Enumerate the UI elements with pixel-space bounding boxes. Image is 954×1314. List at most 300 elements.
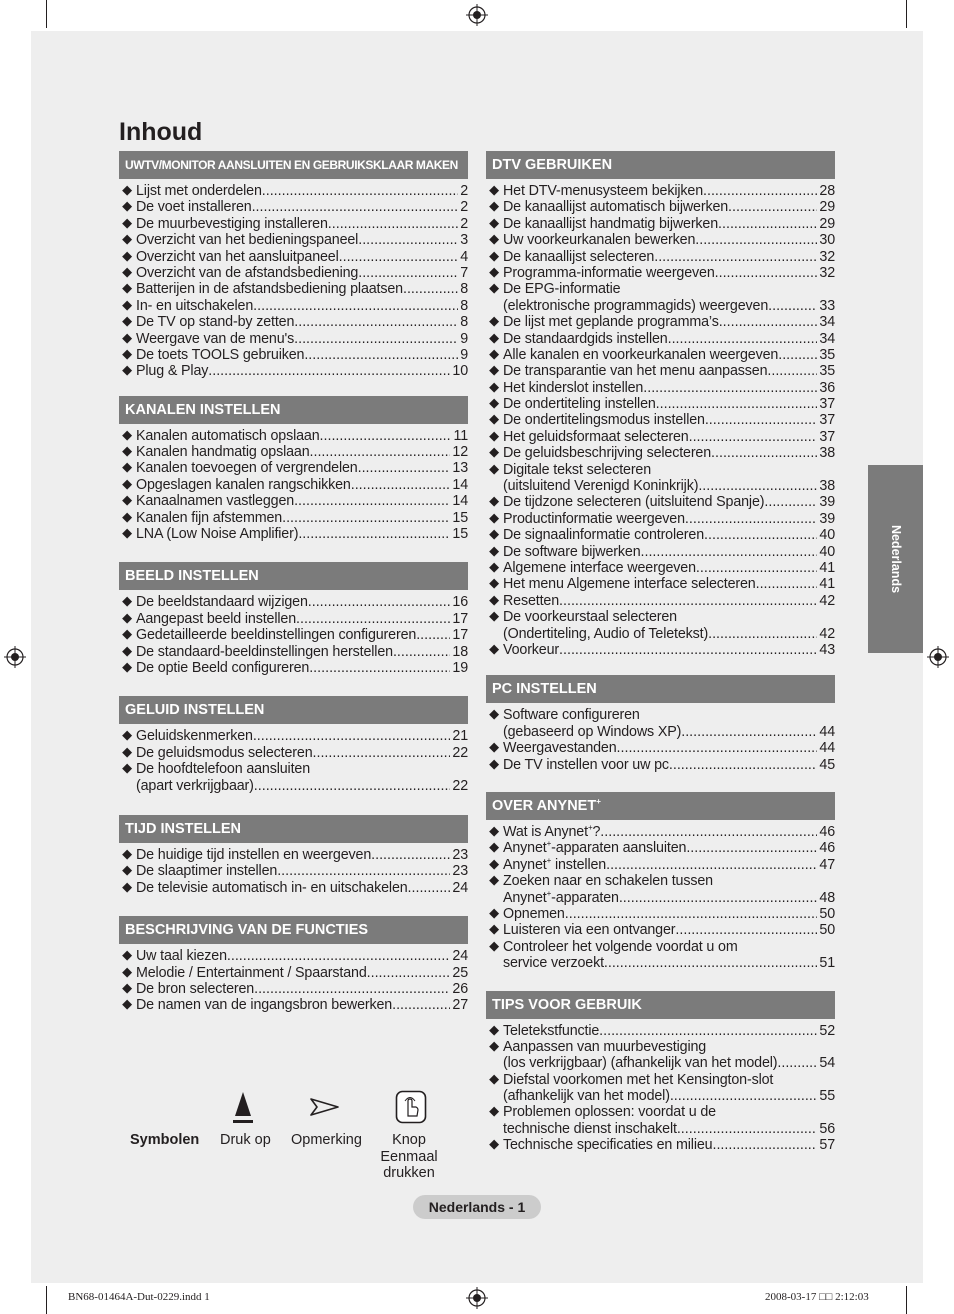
press-label: Druk op [220, 1132, 271, 1148]
dot-leader [277, 863, 450, 879]
bullet-icon: ◆ [489, 363, 499, 379]
toc-entry-title: Digitale tekst selecteren [503, 461, 652, 478]
dot-leader [294, 314, 458, 330]
toc-entry-line [136, 428, 468, 444]
toc-page-number: 50 [819, 922, 835, 939]
toc-entry [486, 232, 835, 248]
toc-entry [119, 728, 468, 744]
toc-entry [119, 611, 468, 627]
toc-entry [119, 183, 468, 199]
dot-leader [675, 922, 817, 938]
section-header-label: BESCHRIJVING VAN DE FUNCTIES [125, 922, 369, 939]
superscript: + [587, 823, 593, 833]
toc-entry [486, 216, 835, 232]
toc-entry-line [136, 981, 468, 997]
toc-list [119, 948, 468, 1014]
bullet-icon: ◆ [122, 643, 132, 659]
dot-leader [711, 445, 817, 461]
toc-entry [119, 428, 468, 444]
bullet-icon: ◆ [489, 379, 499, 395]
toc-entry-title: De ondertiteling instellen [503, 396, 656, 413]
toc-entry [486, 576, 835, 592]
bullet-icon: ◆ [489, 840, 499, 856]
toc-entry-line [503, 560, 835, 576]
toc-section [119, 562, 468, 676]
toc-entry [486, 462, 835, 495]
toc-entry-title: (elektronische programmagids) weergeven [503, 297, 769, 314]
toc-entry-title: Resetten [503, 592, 560, 609]
toc-entry [119, 880, 468, 896]
registration-mark-icon [466, 4, 488, 26]
toc-page-number: 45 [819, 756, 835, 773]
toc-entry [486, 1039, 835, 1072]
toc-page-number: 40 [819, 527, 835, 544]
bullet-icon: ◆ [122, 526, 132, 542]
toc-page-number: 7 [460, 264, 468, 281]
bullet-icon: ◆ [122, 863, 132, 879]
toc-page-number: 14 [452, 476, 468, 493]
toc-entry-line [136, 728, 468, 744]
toc-entry-title: Diefstal voorkomen met het Kensington-slot [503, 1071, 774, 1088]
toc-page-number: 37 [819, 428, 835, 445]
toc-entry [486, 183, 835, 199]
toc-entry [119, 331, 468, 347]
toc-entry [119, 863, 468, 879]
one-touch-label-line: Knop [392, 1132, 426, 1148]
toc-page-number: 24 [452, 948, 468, 965]
dot-leader [617, 740, 818, 756]
bullet-icon: ◆ [489, 1071, 499, 1087]
toc-entry-title: Uw voorkeurkanalen bewerken [503, 232, 696, 249]
toc-entry-line [503, 906, 835, 922]
dot-leader [756, 576, 818, 592]
bullet-icon: ◆ [489, 1038, 499, 1054]
toc-page-number: 3 [460, 232, 468, 249]
dot-leader [643, 380, 817, 396]
dot-leader [654, 249, 817, 265]
dot-leader [282, 510, 450, 526]
toc-entry-title: De kanaallijst automatisch bijwerken [503, 199, 729, 216]
bullet-icon: ◆ [489, 199, 499, 215]
toc-entry [119, 314, 468, 330]
dot-leader [298, 526, 450, 542]
dot-leader [328, 216, 458, 232]
toc-entry-line [503, 1072, 835, 1088]
superscript: + [546, 839, 552, 849]
toc-entry [119, 510, 468, 526]
dot-leader [351, 477, 451, 493]
toc-page-number: 41 [819, 576, 835, 593]
toc-entry-title: De TV op stand-by zetten [136, 314, 295, 331]
dot-leader [403, 281, 458, 297]
toc-page-number: 29 [819, 199, 835, 216]
toc-entry [486, 429, 835, 445]
section-header-label: TIPS VOOR GEBRUIK [492, 996, 642, 1013]
toc-entry-line [503, 527, 835, 543]
toc-entry [119, 249, 468, 265]
section-header-label: TIJD INSTELLEN [125, 820, 242, 837]
bullet-icon: ◆ [489, 740, 499, 756]
toc-entry-title: Batterijen in de afstandsbediening plaatsen [136, 281, 403, 298]
dot-leader [718, 216, 817, 232]
toc-page-number: 32 [819, 248, 835, 265]
section-header-label: GELUID INSTELLEN [125, 702, 265, 719]
toc-entry-title: Opnemen [503, 905, 565, 922]
toc-page-number: 10 [452, 363, 468, 380]
bullet-icon: ◆ [489, 346, 499, 362]
toc-entry-title: Kanalen toevoegen of vergrendelen [136, 460, 358, 477]
toc-section [119, 396, 468, 543]
toc-entry-line [503, 740, 835, 756]
toc-entry-title: De namen van de ingangsbron bewerken [136, 997, 393, 1014]
toc-entry-title: De toets TOOLS gebruiken [136, 346, 305, 363]
toc-page-number: 8 [460, 281, 468, 298]
dot-leader [599, 1023, 817, 1039]
toc-list [119, 428, 468, 543]
bullet-icon: ◆ [489, 609, 499, 625]
toc-page-number: 47 [819, 856, 835, 873]
toc-page-number: 18 [452, 643, 468, 660]
toc-entry [119, 363, 468, 379]
toc-entry-title: Aangepast beeld instellen [136, 610, 296, 627]
toc-entry-title: Anynet+-apparaten aansluiten [503, 839, 687, 857]
toc-entry-title: Gedetailleerde beeldinstellingen configureren [136, 627, 417, 644]
one-touch-button-icon [395, 1090, 427, 1124]
toc-entry-title: De EPG-informatie [503, 281, 621, 298]
bullet-icon: ◆ [489, 707, 499, 723]
toc-entry-line [503, 1104, 835, 1120]
dot-leader [339, 249, 459, 265]
one-touch-label-line: drukken [383, 1165, 435, 1181]
toc-entry-title: (Ondertiteling, Audio of Teletekst) [503, 625, 709, 642]
toc-entry-title: De kanaallijst selecteren [503, 248, 655, 265]
crop-mark [46, 1286, 47, 1314]
section-header [486, 792, 835, 820]
toc-page-number: 27 [452, 997, 468, 1014]
dot-leader [262, 183, 458, 199]
toc-section [486, 675, 835, 773]
toc-page-number: 26 [452, 980, 468, 997]
toc-entry-title: De tijdzone selecteren (uitsluitend Spanje) [503, 494, 765, 511]
toc-entry-title: (los verkrijgbaar) (afhankelijk van het model) [503, 1055, 778, 1072]
toc-entry-title: Uw taal kiezen [136, 948, 227, 965]
toc-entry-title: Het geluidsformaat selecteren [503, 428, 689, 445]
toc-page-number: 35 [819, 363, 835, 380]
section-header-label: DTV GEBRUIKEN [492, 157, 613, 173]
dot-leader [703, 183, 817, 199]
dot-leader [705, 412, 818, 428]
toc-entry-line [503, 955, 835, 971]
toc-entry-line [136, 847, 468, 863]
dot-leader [696, 560, 817, 576]
dot-leader [253, 298, 458, 314]
bullet-icon: ◆ [489, 428, 499, 444]
bullet-icon: ◆ [489, 527, 499, 543]
bullet-icon: ◆ [122, 627, 132, 643]
toc-page-number: 8 [460, 297, 468, 314]
toc-page-number: 30 [819, 232, 835, 249]
bullet-icon: ◆ [122, 493, 132, 509]
toc-entry-line [503, 576, 835, 592]
toc-entry [119, 594, 468, 610]
bullet-icon: ◆ [489, 248, 499, 264]
toc-section [119, 916, 468, 1014]
bullet-icon: ◆ [489, 856, 499, 872]
toc-entry-line [136, 183, 468, 199]
toc-entry-line [503, 840, 835, 856]
bullet-icon: ◆ [489, 641, 499, 657]
dot-leader [408, 880, 451, 896]
toc-entry-title: Kanaalnamen vastleggen [136, 493, 295, 510]
bullet-icon: ◆ [489, 873, 499, 889]
toc-entry-line [136, 216, 468, 232]
toc-entry-title: De standaard-beeldinstellingen herstellen [136, 643, 393, 660]
bullet-icon: ◆ [489, 494, 499, 510]
toc-entry-line [503, 1121, 835, 1137]
toc-entry-line [136, 493, 468, 509]
bullet-icon: ◆ [122, 761, 132, 777]
toc-entry [119, 948, 468, 964]
toc-entry [486, 824, 835, 840]
toc-entry-line [136, 298, 468, 314]
toc-page-number: 28 [819, 183, 835, 199]
toc-page-number: 38 [819, 478, 835, 495]
note-label: Opmerking [291, 1132, 362, 1148]
toc-entry-title: De signaalinformatie controleren [503, 527, 705, 544]
dot-leader [677, 1121, 818, 1137]
print-slug-right: 2008-03-17 □□ 2:12:03 [765, 1291, 869, 1303]
toc-page-number: 42 [819, 625, 835, 642]
toc-entry-title: Overzicht van het bedieningspaneel [136, 232, 359, 249]
dot-leader [669, 757, 818, 773]
toc-entry-line [136, 644, 468, 660]
dot-leader [392, 997, 450, 1013]
toc-entry-title: (afhankelijk van het model) [503, 1088, 670, 1105]
registration-mark-icon [927, 646, 949, 668]
toc-entry-line [503, 216, 835, 232]
toc-entry-title: Het kinderslot instellen [503, 379, 644, 396]
bullet-icon: ◆ [489, 576, 499, 592]
toc-entry-line [136, 347, 468, 363]
toc-entry-title: De bron selecteren [136, 980, 255, 997]
dot-leader [685, 511, 817, 527]
toc-entry [119, 281, 468, 297]
crop-mark [46, 0, 47, 28]
toc-entry-line [503, 380, 835, 396]
bullet-icon: ◆ [122, 594, 132, 610]
bullet-icon: ◆ [122, 281, 132, 297]
bullet-icon: ◆ [489, 938, 499, 954]
bullet-icon: ◆ [122, 728, 132, 744]
toc-entry [119, 444, 468, 460]
dot-leader [619, 890, 818, 906]
toc-page-number: 48 [819, 889, 835, 906]
toc-list [119, 728, 468, 794]
toc-page-number: 15 [452, 526, 468, 543]
page-title: Inhoud [119, 118, 203, 146]
note-icon [310, 1097, 340, 1117]
toc-page-number: 35 [819, 346, 835, 363]
section-header-label: OVER ANYNET [492, 797, 597, 814]
toc-page-number: 34 [819, 314, 835, 331]
toc-entry-line [136, 477, 468, 493]
dot-leader [416, 627, 450, 643]
dot-leader [641, 544, 818, 560]
bullet-icon: ◆ [489, 1022, 499, 1038]
toc-entry [486, 642, 835, 658]
toc-entry [486, 527, 835, 543]
toc-entry [486, 939, 835, 972]
bullet-icon: ◆ [489, 560, 499, 576]
bullet-icon: ◆ [122, 264, 132, 280]
registration-mark-icon [466, 1287, 488, 1309]
toc-entry-line [136, 594, 468, 610]
toc-entry-title: Software configureren [503, 707, 640, 724]
toc-entry-title: Teletekstfunctie [503, 1022, 600, 1039]
toc-entry [486, 380, 835, 396]
toc-entry [486, 396, 835, 412]
toc-entry-title: Alle kanalen en voorkeurkanalen weergeven [503, 346, 779, 363]
section-header-label: BEELD INSTELLEN [125, 568, 259, 585]
toc-entry-title: De kanaallijst handmatig bijwerken [503, 215, 719, 232]
toc-entry-line [503, 824, 835, 840]
toc-entry-line [136, 331, 468, 347]
toc-page-number: 56 [819, 1120, 835, 1137]
toc-page-number: 17 [452, 627, 468, 644]
toc-entry [119, 232, 468, 248]
toc-entry [486, 544, 835, 560]
section-header-label: UWTV/MONITOR AANSLUITEN EN GEBRUIKSKLAAR MAKEN [125, 158, 458, 172]
toc-page-number: 41 [819, 560, 835, 577]
toc-entry-title: Geluidskenmerken [136, 728, 253, 745]
toc-entry-line [503, 1088, 835, 1104]
toc-page-number: 37 [819, 396, 835, 413]
language-side-tab [868, 465, 923, 653]
bullet-icon: ◆ [122, 215, 132, 231]
toc-entry [486, 707, 835, 740]
toc-page-number: 36 [819, 379, 835, 396]
toc-page-number: 12 [452, 444, 468, 461]
toc-entry [486, 1023, 835, 1039]
toc-page-number: 55 [819, 1088, 835, 1105]
toc-entry [119, 298, 468, 314]
dot-leader [253, 728, 451, 744]
toc-page-number: 44 [819, 723, 835, 740]
toc-section [486, 151, 835, 658]
bullet-icon: ◆ [122, 444, 132, 460]
toc-entry-line [503, 363, 835, 379]
toc-entry-title: De optie Beeld configureren [136, 659, 310, 676]
toc-entry-title: (gebaseerd op Windows XP) [503, 723, 682, 740]
dot-leader [559, 593, 817, 609]
toc-entry-line [503, 1023, 835, 1039]
toc-entry-line [503, 298, 835, 314]
toc-entry-title: Technische specificaties en milieu [503, 1137, 713, 1154]
bullet-icon: ◆ [489, 905, 499, 921]
bullet-icon: ◆ [122, 183, 132, 198]
one-touch-label-line: Eenmaal [380, 1148, 438, 1165]
toc-entry-title: Overzicht van het aansluitpaneel [136, 248, 339, 265]
bullet-icon: ◆ [122, 879, 132, 895]
toc-entry-title: Luisteren via een ontvanger [503, 922, 676, 939]
toc-entry-title: technische dienst inschakelt [503, 1120, 677, 1137]
toc-page-number: 14 [452, 493, 468, 510]
toc-entry-line [136, 249, 468, 265]
dot-leader [296, 611, 450, 627]
dot-leader [604, 955, 818, 971]
bullet-icon: ◆ [489, 264, 499, 280]
toc-entry-title: Kanalen automatisch opslaan [136, 427, 320, 444]
bullet-icon: ◆ [489, 592, 499, 608]
toc-entry-line [136, 314, 468, 330]
toc-entry-title: De transparantie van het menu aanpassen [503, 363, 768, 380]
toc-entry-line [503, 1137, 835, 1153]
toc-entry-line [503, 331, 835, 347]
toc-page-number: 11 [453, 427, 468, 444]
dot-leader [208, 363, 450, 379]
dot-leader [367, 965, 451, 981]
toc-list [486, 1023, 835, 1154]
toc-entry-line [503, 494, 835, 510]
toc-entry-title: (apart verkrijgbaar) [136, 777, 254, 794]
toc-entry [486, 511, 835, 527]
section-header-label: KANALEN INSTELLEN [125, 401, 281, 418]
dot-leader [358, 460, 451, 476]
toc-entry [486, 1072, 835, 1105]
toc-entry-title: Controleer het volgende voordat u om [503, 938, 738, 955]
toc-entry-line [136, 526, 468, 542]
dot-leader [565, 906, 818, 922]
toc-page-number: 57 [819, 1137, 835, 1154]
language-side-tab-label: Nederlands [888, 524, 903, 594]
toc-entry [486, 906, 835, 922]
toc-page-number: 13 [452, 460, 468, 477]
bullet-icon: ◆ [489, 412, 499, 428]
toc-entry [119, 216, 468, 232]
toc-entry-line [503, 544, 835, 560]
toc-entry [119, 997, 468, 1013]
symbols-legend [119, 1088, 469, 1188]
toc-entry [486, 199, 835, 215]
toc-entry-line [503, 462, 835, 478]
dot-leader [767, 363, 817, 379]
toc-entry-line [503, 265, 835, 281]
toc-entry-title: De geluidsmodus selecteren [136, 744, 313, 761]
bullet-icon: ◆ [122, 509, 132, 525]
section-header [486, 151, 835, 179]
toc-entry [486, 609, 835, 642]
toc-entry-line [503, 314, 835, 330]
print-slug-left: BN68-01464A-Dut-0229.indd 1 [68, 1291, 210, 1303]
toc-page-number: 54 [819, 1055, 835, 1072]
dot-leader [600, 824, 817, 840]
bullet-icon: ◆ [122, 476, 132, 492]
dot-leader [294, 331, 458, 347]
toc-entry [119, 745, 468, 761]
toc-entry-line [503, 511, 835, 527]
toc-entry [486, 331, 835, 347]
toc-entry-line [503, 922, 835, 938]
toc-entry-line [503, 412, 835, 428]
toc-entry [119, 660, 468, 676]
toc-entry-line [503, 873, 835, 889]
toc-entry-line [503, 757, 835, 773]
bullet-icon: ◆ [489, 1104, 499, 1120]
toc-entry-line [503, 478, 835, 494]
toc-entry-title: Anynet+-apparaten [503, 888, 619, 906]
toc-section [486, 792, 835, 972]
toc-page-number: 39 [819, 510, 835, 527]
